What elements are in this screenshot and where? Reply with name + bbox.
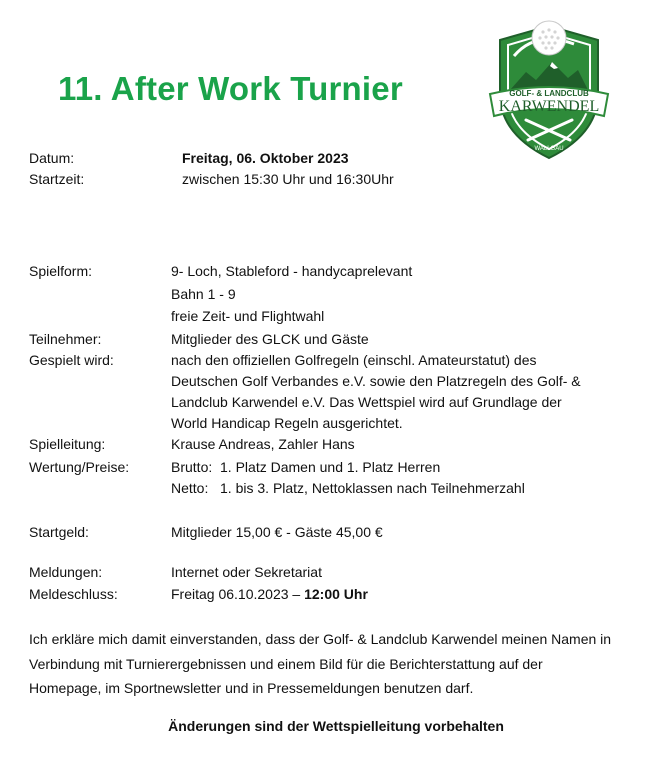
logo-text-line1: GOLF- & LANDCLUB (509, 89, 589, 98)
consent-line-3: Homepage, im Sportnewsletter und in Pressemeldungen benutzen darf. (29, 680, 474, 696)
value-meldeschluss (171, 584, 368, 605)
value-meldeschluss-time: 12:00 Uhr (304, 586, 368, 602)
footer-note: Änderungen sind der Wettspielleitung vorbehalten (168, 718, 504, 734)
value-teilnehmer: Mitglieder des GLCK und Gäste (171, 331, 369, 347)
label-meldungen: Meldungen: (29, 564, 103, 580)
label-meldeschluss: Meldeschluss: (29, 586, 118, 602)
value-startgeld: Mitglieder 15,00 € - Gäste 45,00 € (171, 524, 383, 540)
value-spielform-2: Bahn 1 - 9 (171, 286, 236, 302)
value-meldeschluss-date: Freitag 06.10.2023 – (171, 586, 305, 602)
logo-text-line3: WALLGAU (534, 146, 564, 152)
golf-ball-icon (532, 21, 566, 55)
label-gespielt: Gespielt wird: (29, 352, 114, 368)
value-datum: Freitag, 06. Oktober 2023 (182, 150, 349, 166)
value-meldungen: Internet oder Sekretariat (171, 564, 322, 580)
value-gespielt-4: World Handicap Regeln ausgerichtet. (171, 415, 403, 431)
value-spielform-1: 9- Loch, Stableford - handycaprelevant (171, 263, 413, 279)
value-gespielt-3: Landclub Karwendel e.V. Das Wettspiel wird auf Grundlage der (171, 394, 562, 410)
label-teilnehmer: Teilnehmer: (29, 331, 102, 347)
consent-paragraph (29, 627, 651, 701)
value-wertung-netto: Netto: 1. bis 3. Platz, Nettoklassen nach Teilnehmerzahl (171, 480, 525, 496)
tournament-title: 11. After Work Turnier (58, 70, 403, 107)
label-startzeit: Startzeit: (29, 171, 85, 187)
label-wertung: Wertung/Preise: (29, 459, 130, 475)
club-logo (486, 12, 612, 160)
value-wertung-brutto: Brutto: 1. Platz Damen und 1. Platz Herren (171, 459, 441, 475)
consent-line-1: Ich erkläre mich damit einverstanden, dass der Golf- & Landclub Karwendel meinen Namen in (29, 631, 612, 647)
consent-line-2: Verbindung mit Turnierergebnissen und einem Bild für die Berichterstattung auf der (29, 655, 543, 672)
logo-text-line2: KARWENDEL (498, 98, 600, 115)
label-spielform: Spielform: (29, 263, 93, 279)
value-gespielt-1: nach den offiziellen Golfregeln (einschl. Amateurstatut) des (171, 352, 537, 368)
value-spielform-3: freie Zeit- und Flightwahl (171, 308, 325, 324)
value-spielleitung: Krause Andreas, Zahler Hans (171, 436, 355, 452)
label-spielleitung: Spielleitung: (29, 436, 106, 452)
value-gespielt-2: Deutschen Golf Verbandes e.V. sowie den Platzregeln des Golf- & (171, 373, 581, 389)
label-datum: Datum: (29, 150, 75, 166)
label-startgeld: Startgeld: (29, 524, 89, 540)
value-startzeit: zwischen 15:30 Uhr und 16:30Uhr (182, 171, 394, 187)
